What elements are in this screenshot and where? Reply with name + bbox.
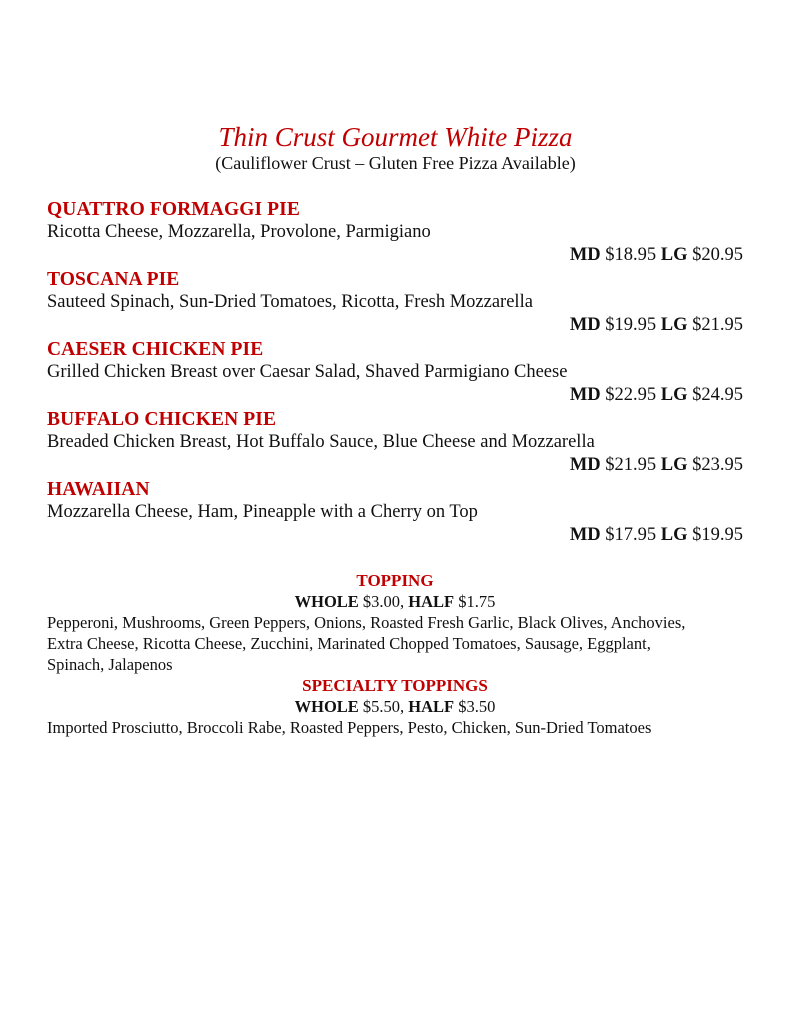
item-name: HAWAIIAN [47, 479, 150, 500]
lg-label: LG [660, 455, 688, 475]
item-price [47, 244, 743, 267]
item-description: Mozzarella Cheese, Ham, Pineapple with a Cherry on Top [47, 502, 478, 522]
half-label: HALF [408, 697, 455, 716]
md-label: MD [569, 315, 601, 335]
md-label: MD [569, 385, 601, 405]
item-name: TOSCANA PIE [47, 269, 180, 290]
item-description: Grilled Chicken Breast over Caesar Salad, Shaved Parmigiano Cheese [47, 362, 568, 382]
whole-label: WHOLE [294, 592, 359, 611]
specialty-list: Imported Prosciutto, Broccoli Rabe, Roasted Peppers, Pesto, Chicken, Sun-Dried Tomatoes [47, 718, 652, 737]
md-label: MD [569, 245, 601, 265]
topping-list-line: Pepperoni, Mushrooms, Green Peppers, Onions, Roasted Fresh Garlic, Black Olives, Anchovies, [47, 613, 686, 632]
lg-price: $23.95 [692, 455, 743, 475]
md-price: $19.95 [605, 315, 657, 335]
menu-item [47, 198, 743, 268]
topping-list-line: Spinach, Jalapenos [47, 655, 173, 674]
item-description: Breaded Chicken Breast, Hot Buffalo Sauce, Blue Cheese and Mozzarella [47, 432, 595, 452]
item-name: CAESER CHICKEN PIE [47, 339, 264, 360]
page-title: Thin Crust Gourmet White Pizza [218, 122, 573, 152]
md-price: $17.95 [605, 525, 657, 545]
specialty-heading: SPECIALTY TOPPINGS [302, 676, 488, 695]
md-label: MD [569, 455, 601, 475]
lg-label: LG [660, 315, 688, 335]
half-price: $1.75 [458, 592, 496, 611]
toppings-section [47, 570, 743, 738]
half-label: HALF [408, 592, 455, 611]
whole-label: WHOLE [294, 697, 359, 716]
md-price: $22.95 [605, 385, 657, 405]
lg-label: LG [660, 525, 688, 545]
lg-price: $19.95 [692, 525, 743, 545]
whole-price: $5.50, [362, 697, 405, 716]
lg-label: LG [660, 245, 688, 265]
md-price: $21.95 [605, 455, 657, 475]
menu-item [47, 338, 743, 408]
item-name: QUATTRO FORMAGGI PIE [47, 199, 300, 220]
item-price [47, 524, 743, 547]
topping-price [47, 591, 743, 612]
pizza-menu [47, 198, 743, 548]
lg-price: $21.95 [692, 315, 743, 335]
lg-price: $24.95 [692, 385, 743, 405]
half-price: $3.50 [458, 697, 496, 716]
menu-item [47, 268, 743, 338]
specialty-price [47, 696, 743, 717]
menu-item [47, 408, 743, 478]
item-description: Ricotta Cheese, Mozzarella, Provolone, Parmigiano [47, 222, 431, 242]
item-description: Sauteed Spinach, Sun-Dried Tomatoes, Ricotta, Fresh Mozzarella [47, 292, 533, 312]
lg-price: $20.95 [692, 245, 743, 265]
topping-list-line: Extra Cheese, Ricotta Cheese, Zucchini, Marinated Chopped Tomatoes, Sausage, Eggplant, [47, 634, 651, 653]
topping-heading: TOPPING [356, 571, 434, 590]
md-label: MD [569, 525, 601, 545]
lg-label: LG [660, 385, 688, 405]
item-price [47, 454, 743, 477]
item-name: BUFFALO CHICKEN PIE [47, 409, 277, 430]
item-price [47, 384, 743, 407]
menu-item [47, 478, 743, 548]
md-price: $18.95 [605, 245, 657, 265]
whole-price: $3.00, [362, 592, 405, 611]
page-subtitle: (Cauliflower Crust – Gluten Free Pizza Available) [215, 153, 576, 173]
item-price [47, 314, 743, 337]
